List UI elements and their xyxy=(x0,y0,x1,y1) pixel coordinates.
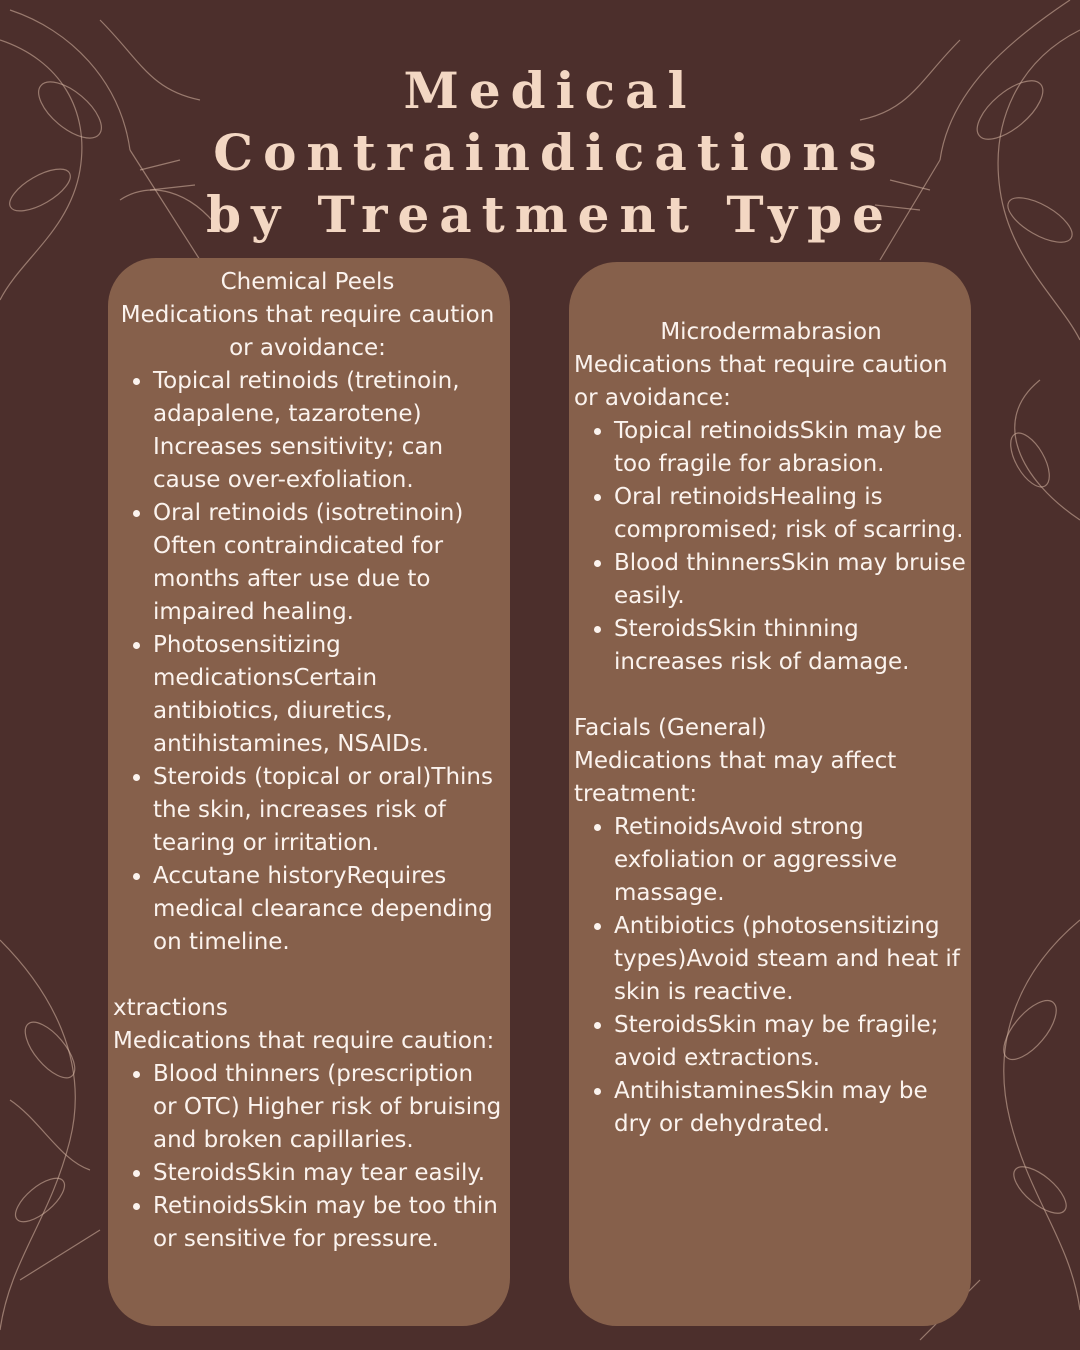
title-line-2: Contraindications xyxy=(213,123,887,182)
chemical-peels-subheading: Medications that require caution or avoidance: xyxy=(120,302,495,361)
right-card xyxy=(569,262,971,1326)
page-title xyxy=(0,60,1080,246)
list-item: • SteroidsSkin thinning increases risk of damage. xyxy=(614,613,968,679)
chemical-peels-heading: Chemical Peels xyxy=(220,269,395,295)
list-item: • Accutane historyRequires medical clearance depending on timeline. xyxy=(153,860,502,959)
section-spacer xyxy=(113,959,502,992)
microdermabrasion-subheading: Medications that require caution or avoidance: xyxy=(574,352,948,411)
list-item: • RetinoidsAvoid strong exfoliation or aggressive massage. xyxy=(614,811,968,910)
left-card xyxy=(108,258,510,1326)
list-item: • Photosensitizing medicationsCertain antibiotics, diuretics, antihistamines, NSAIDs. xyxy=(153,629,502,761)
extractions-subheading: Medications that require caution: xyxy=(113,1028,495,1054)
chemical-peels-list xyxy=(113,365,502,959)
list-item: • Oral retinoidsHealing is compromised; risk of scarring. xyxy=(614,481,968,547)
list-item: • Antibiotics (photosensitizing types)Avoid steam and heat if skin is reactive. xyxy=(614,910,968,1009)
list-item: • RetinoidsSkin may be too thin or sensitive for pressure. xyxy=(153,1190,502,1256)
extractions-heading: xtractions xyxy=(113,995,228,1021)
list-item: • Topical retinoids (tretinoin, adapalene, tazarotene) Increases sensitivity; can cause over-exfoliation. xyxy=(153,365,502,497)
list-item: • Blood thinnersSkin may bruise easily. xyxy=(614,547,968,613)
facials-heading: Facials (General) xyxy=(574,715,767,741)
microdermabrasion-list xyxy=(574,415,968,679)
title-line-3: by Treatment Type xyxy=(206,185,894,244)
section-spacer xyxy=(574,679,968,712)
list-item: • Oral retinoids (isotretinoin) Often contraindicated for months after use due to impaired healing. xyxy=(153,497,502,629)
extractions-list xyxy=(113,1058,502,1256)
floral-decoration-bottom-left-icon xyxy=(0,900,120,1350)
list-item: • Topical retinoidsSkin may be too fragile for abrasion. xyxy=(614,415,968,481)
facials-list xyxy=(574,811,968,1141)
microdermabrasion-heading: Microdermabrasion xyxy=(660,319,882,345)
list-item: • Blood thinners (prescription or OTC) Higher risk of bruising and broken capillaries. xyxy=(153,1058,502,1157)
title-line-1: Medical xyxy=(403,61,697,120)
list-item: • AntihistaminesSkin may be dry or dehydrated. xyxy=(614,1075,968,1141)
list-item: • SteroidsSkin may be fragile; avoid extractions. xyxy=(614,1009,968,1075)
facials-subheading: Medications that may affect treatment: xyxy=(574,748,897,807)
list-item: • Steroids (topical or oral)Thins the skin, increases risk of tearing or irritation. xyxy=(153,761,502,860)
list-item: • SteroidsSkin may tear easily. xyxy=(153,1157,502,1190)
